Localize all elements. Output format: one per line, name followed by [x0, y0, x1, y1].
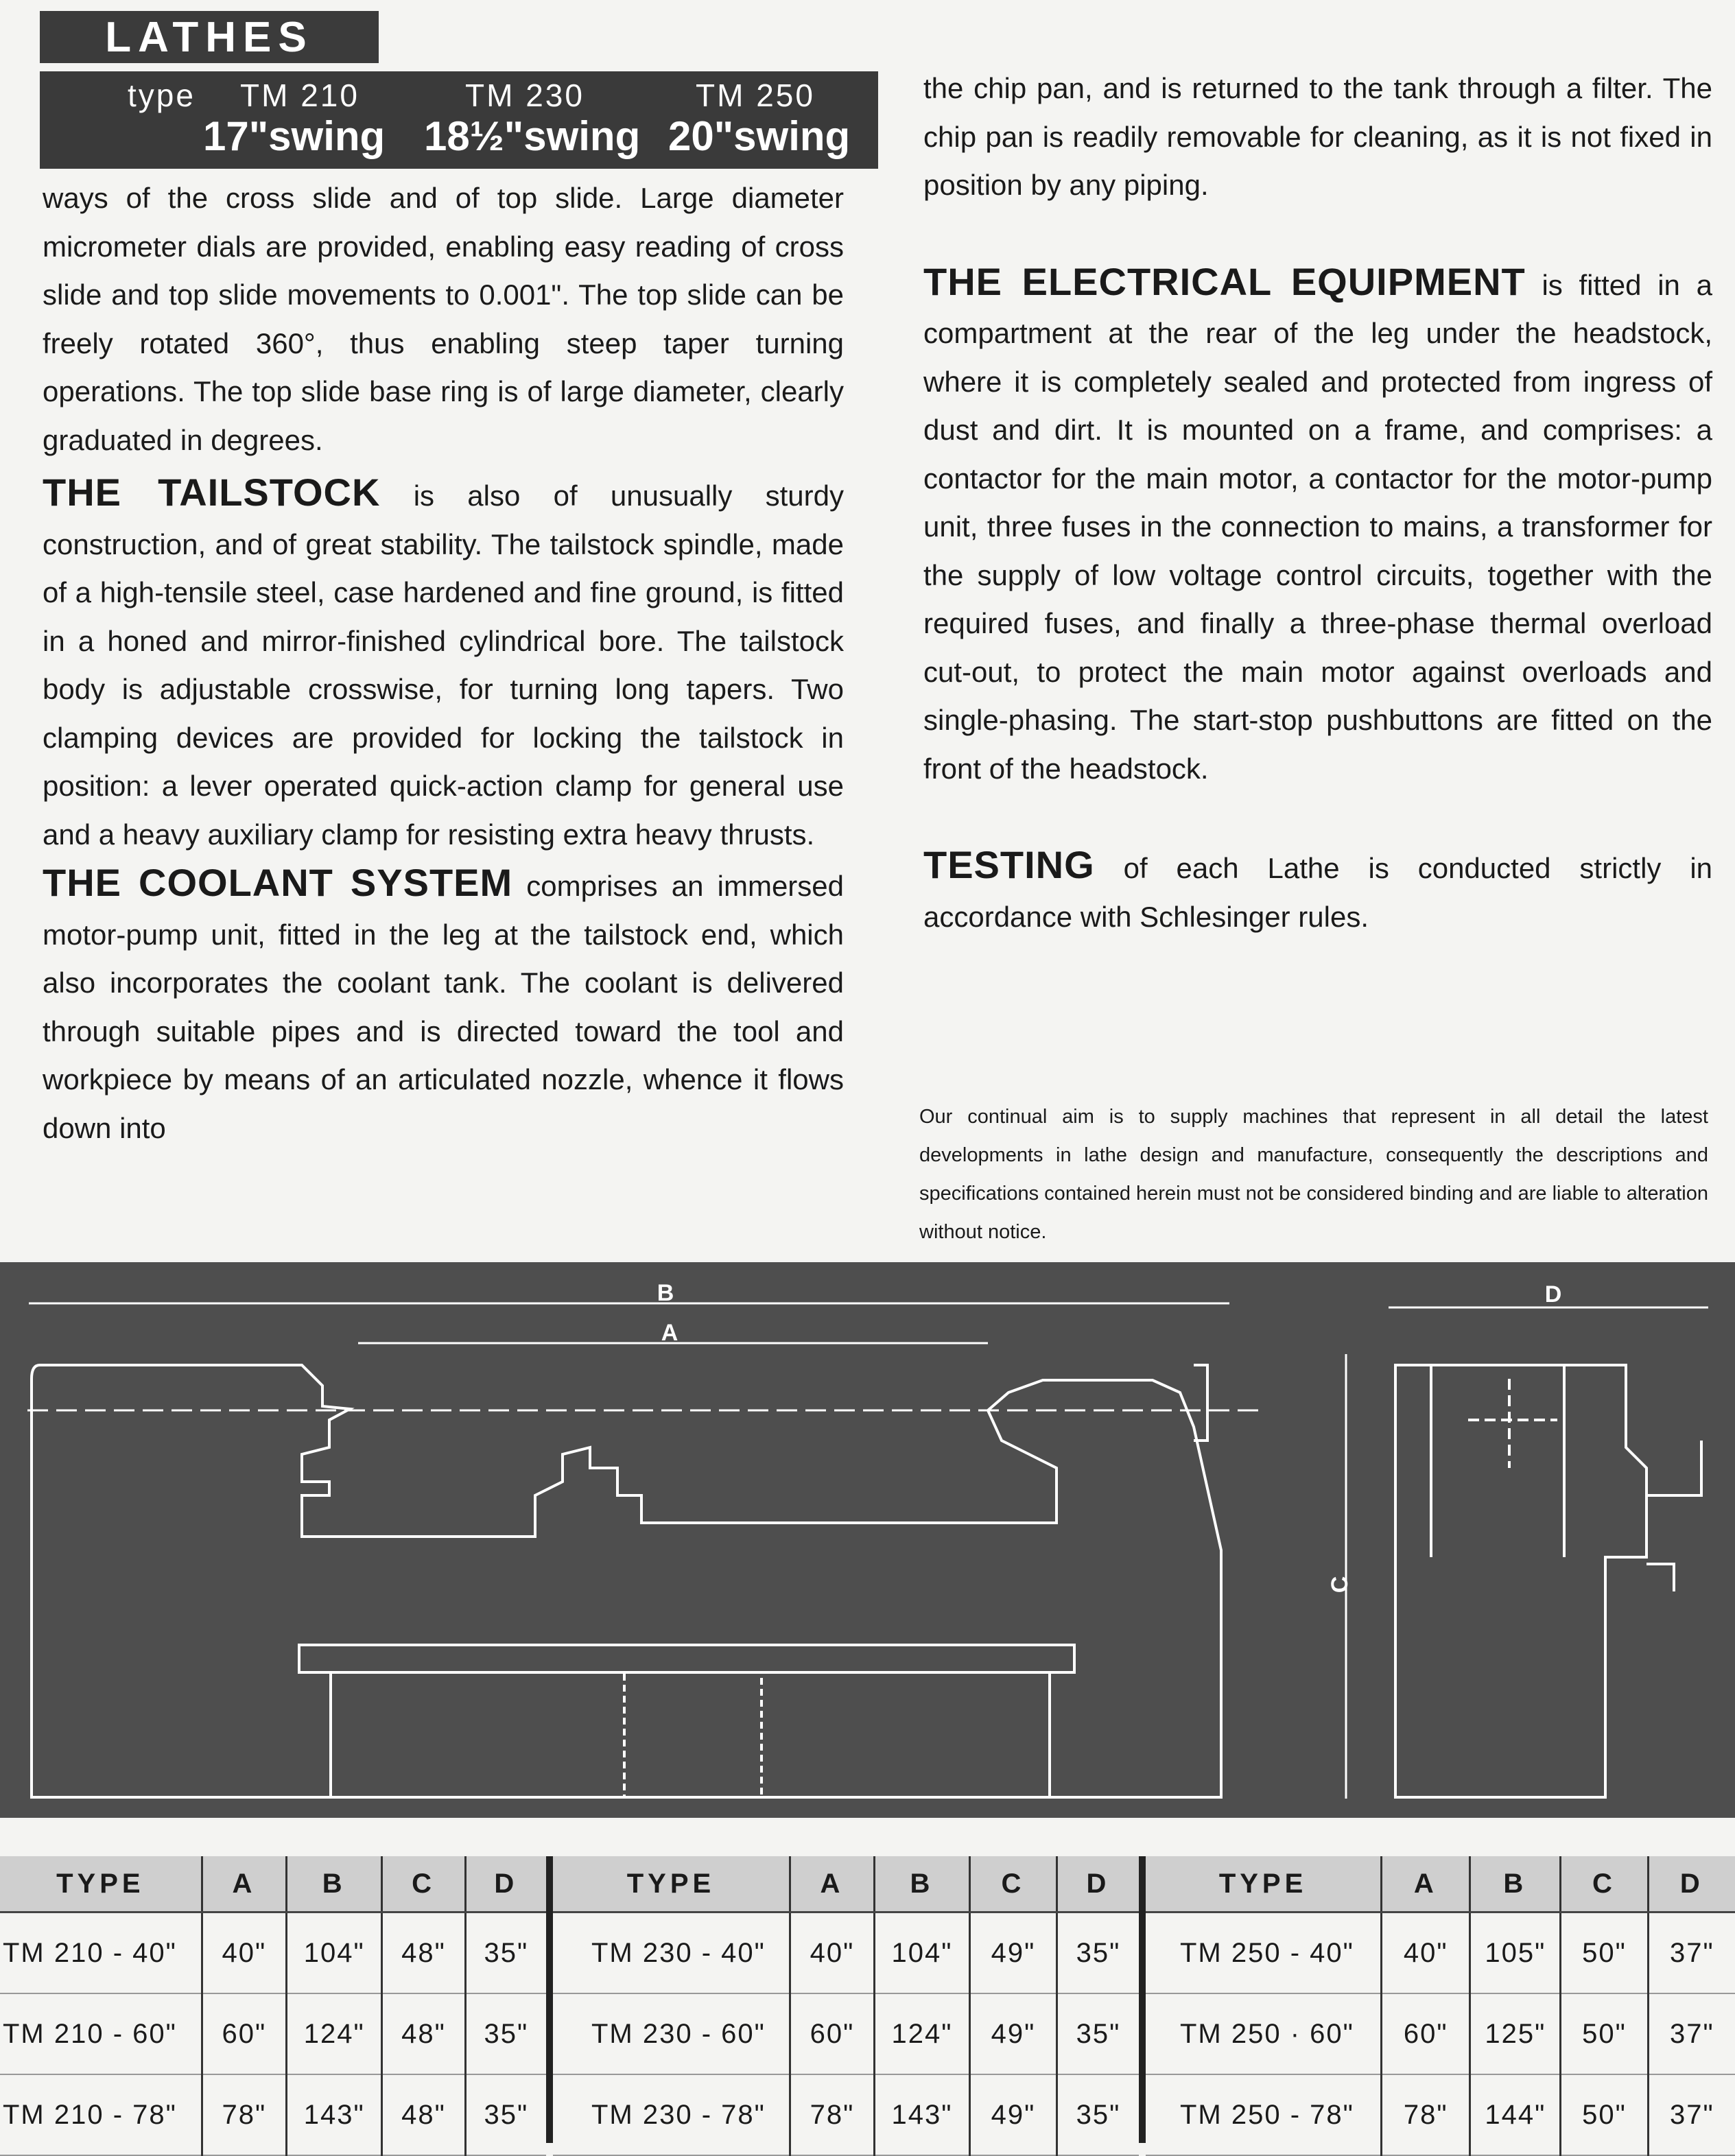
cell-c: 49": [970, 1912, 1057, 1994]
coolant-heading: THE COOLANT SYSTEM: [43, 861, 513, 904]
side-handles: [1647, 1441, 1701, 1591]
cell-a: 60": [202, 1993, 286, 2074]
cell-c: 49": [970, 2074, 1057, 2155]
chip-pan-paragraph: the chip pan, and is returned to the tank through a filter. The chip pan is readily removable for cleaning, as it is not fixed in position by any piping.: [923, 72, 1712, 201]
base-outline: [32, 1365, 1223, 1797]
cell-c: 50": [1561, 1993, 1648, 2074]
electrical-text: is fitted in a compartment at the rear of the leg under the headstock, where it is completely sealed and protected from ingress of dust and dirt. It is mounted on a frame, and comprises: a contactor for the main motor, a contactor for the motor-pump unit, three fuses in the connection to mains, a transformer for the supply of low voltage control circuits, together with the required fuses, and finally a three-phase thermal overload cut-out, to protect the main motor against overloads and single-phasing. The start-stop pushbuttons are fitted on the front of the headstock.: [923, 268, 1712, 785]
spec-table-tm210: [0, 1856, 546, 2156]
swing-tm210: 17"swing: [203, 113, 386, 159]
col-c: C: [1561, 1856, 1648, 1912]
table-row: [1146, 1993, 1735, 2074]
cell-type: TM 250 - 78": [1146, 2074, 1382, 2155]
left-paragraph: ways of the cross slide and of top slide. Large diameter micrometer dials are provided, enabling easy reading of cross slide and top slide movements to 0.001". The top slide can be freely rotated 360°, thus enabling steep taper turning operations. The top slide base ring is of large diameter, clearly graduated in degrees.: [43, 182, 844, 456]
swing-tm250: 20"swing: [668, 113, 851, 159]
testing-text: of each Lathe is conducted strictly in accordance with Schlesinger rules.: [923, 852, 1713, 933]
cell-c: 50": [1561, 1912, 1648, 1994]
cell-type: TM 210 - 78": [0, 2074, 202, 2155]
table-header-row: [553, 1856, 1139, 1912]
cell-type: TM 250 · 60": [1146, 1993, 1382, 2074]
tailstock-text: is also of unusually sturdy construction, and of great stability. The tailstock spindle, made of a high-tensile steel, case hardened and fine ground, is fitted in a honed and mirror-finished cylindrical bore. The tailstock body is adjustable crosswise, for turning long tapers. Two clamping devices are provided for locking the tailstock in position: a lever operated quick-action clamp for general use and a heavy auxiliary clamp for resisting extra heavy thrusts.: [43, 479, 844, 851]
col-a: A: [790, 1856, 875, 1912]
cell-type: TM 250 - 40": [1146, 1912, 1382, 1994]
table-header-row: [1146, 1856, 1735, 1912]
spec-table-tm250: [1146, 1856, 1735, 2156]
cell-a: 60": [1382, 1993, 1470, 2074]
col-type: TYPE: [0, 1856, 202, 1912]
col-b: B: [875, 1856, 970, 1912]
type-label: type: [128, 78, 196, 113]
cell-b: 105": [1470, 1912, 1561, 1994]
cell-b: 125": [1470, 1993, 1561, 2074]
cell-b: 143": [875, 2074, 970, 2155]
table-row: [553, 1993, 1139, 2074]
table-row: [0, 1912, 546, 1994]
label-c: C: [1327, 1576, 1353, 1594]
cell-d: 35": [465, 1912, 546, 1994]
col-d: D: [1057, 1856, 1140, 1912]
table-row: [1146, 1912, 1735, 1994]
cell-c: 48": [382, 1993, 465, 2074]
table-row: [553, 2074, 1139, 2155]
cell-c: 48": [382, 2074, 465, 2155]
left-column: [43, 174, 844, 1152]
bed-rail: [299, 1645, 1074, 1672]
label-d: D: [1544, 1281, 1562, 1307]
cell-type: TM 210 - 40": [0, 1912, 202, 1994]
lathe-dimension-drawing: [0, 1262, 1735, 1818]
lathe-outline-svg: [0, 1262, 1735, 1818]
coolant-tank: [624, 1672, 762, 1797]
label-a: A: [661, 1320, 678, 1346]
testing-heading: TESTING: [923, 843, 1095, 886]
cell-a: 40": [1382, 1912, 1470, 1994]
col-b: B: [1470, 1856, 1561, 1912]
headstock-bed-outline: [40, 1365, 1221, 1797]
tailstock-plate: [1194, 1365, 1207, 1441]
model-tm210: TM 210: [240, 78, 359, 113]
cell-b: 124": [875, 1993, 970, 2074]
label-b: B: [657, 1280, 674, 1306]
testing-section: [923, 841, 1712, 941]
cell-a: 78": [202, 2074, 286, 2155]
spec-table-tm230: [553, 1856, 1139, 2156]
col-a: A: [202, 1856, 286, 1912]
col-a: A: [1382, 1856, 1470, 1912]
disclaimer-note: Our continual aim is to supply machines that represent in all detail the latest developments in lathe design and manufacture, consequently the descriptions and specifications contained herein must not be considered binding and are liable to alteration without notice.: [919, 1106, 1708, 1243]
cell-type: TM 230 - 40": [553, 1912, 790, 1994]
cell-type: TM 210 - 60": [0, 1993, 202, 2074]
cell-type: TM 230 - 60": [553, 1993, 790, 2074]
col-b: B: [287, 1856, 382, 1912]
col-d: D: [465, 1856, 546, 1912]
tailstock-heading: THE TAILSTOCK: [43, 471, 381, 514]
cell-b: 104": [875, 1912, 970, 1994]
model-tm250: TM 250: [696, 78, 815, 113]
swing-tm230: 18½"swing: [424, 113, 641, 159]
col-c: C: [382, 1856, 465, 1912]
cell-d: 37": [1648, 1912, 1735, 1994]
cell-d: 37": [1648, 2074, 1735, 2155]
cell-type: TM 230 - 78": [553, 2074, 790, 2155]
col-type: TYPE: [1146, 1856, 1382, 1912]
cell-a: 78": [790, 2074, 875, 2155]
cell-d: 35": [465, 2074, 546, 2155]
cell-a: 60": [790, 1993, 875, 2074]
model-swing-banner: [40, 71, 878, 169]
leg-lines: [331, 1672, 1050, 1797]
tailstock-section: [43, 469, 844, 859]
page-title: LATHES: [40, 11, 379, 63]
table-row: [1146, 2074, 1735, 2155]
cell-d: 35": [465, 1993, 546, 2074]
col-c: C: [970, 1856, 1057, 1912]
cell-c: 49": [970, 1993, 1057, 2074]
cell-b: 104": [287, 1912, 382, 1994]
table-row: [553, 1912, 1139, 1994]
right-column: [923, 64, 1712, 941]
cell-c: 50": [1561, 2074, 1648, 2155]
col-d: D: [1648, 1856, 1735, 1912]
electrical-heading: THE ELECTRICAL EQUIPMENT: [923, 259, 1526, 303]
col-type: TYPE: [553, 1856, 790, 1912]
coolant-section: [43, 859, 844, 1152]
electrical-section: [923, 258, 1712, 794]
cell-a: 40": [790, 1912, 875, 1994]
coolant-text: comprises an immersed motor-pump unit, fitted in the leg at the tailstock end, which also incorporates the coolant tank. The coolant is delivered through suitable pipes and is directed toward the tool and workpiece by means of an articulated nozzle, whence it flows down into: [43, 870, 845, 1144]
cell-b: 144": [1470, 2074, 1561, 2155]
cell-d: 35": [1057, 1912, 1140, 1994]
cell-d: 35": [1057, 2074, 1140, 2155]
table-row: [0, 1993, 546, 2074]
cell-b: 143": [287, 2074, 382, 2155]
side-view-outline: [1395, 1365, 1647, 1797]
table-header-row: [0, 1856, 546, 1912]
table-row: [0, 2074, 546, 2155]
model-tm230: TM 230: [465, 78, 585, 113]
group-separator: [1139, 1856, 1146, 2143]
cell-a: 40": [202, 1912, 286, 1994]
cell-c: 48": [382, 1912, 465, 1994]
group-separator: [546, 1856, 553, 2143]
cell-a: 78": [1382, 2074, 1470, 2155]
cell-b: 124": [287, 1993, 382, 2074]
cell-d: 37": [1648, 1993, 1735, 2074]
cell-d: 35": [1057, 1993, 1140, 2074]
